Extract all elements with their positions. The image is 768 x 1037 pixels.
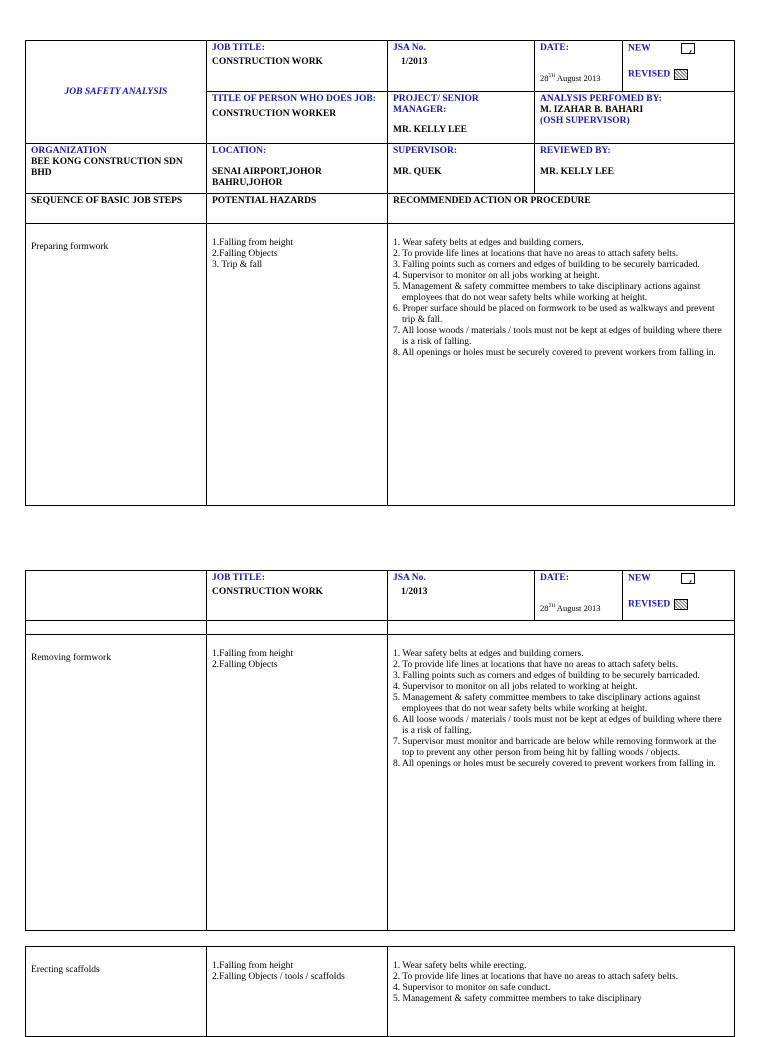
hazards-cell <box>207 947 388 1037</box>
action-item: 1. Wear safety belts at edges and building corners. <box>393 649 584 659</box>
new-option: NEW <box>628 573 729 585</box>
jsa-no-value: 1/2013 <box>401 587 428 597</box>
action-item: 3. Falling points such as corners and edges of building to be securely barricaded. <box>393 671 700 681</box>
step-cell: Erecting scaffolds <box>26 947 207 1037</box>
action-item: 1. Wear safety belts while erecting. <box>393 961 527 971</box>
manager-label: PROJECT/ SENIOR MANAGER: <box>393 94 479 115</box>
supervisor-label: SUPERVISOR: <box>393 146 458 156</box>
revised-checkbox[interactable] <box>674 69 688 80</box>
analysis-value: M. IZAHAR B. BAHARI <box>540 105 644 115</box>
person-title-label: TITLE OF PERSON WHO DOES JOB: <box>212 94 376 104</box>
action-item: 3. Falling points such as corners and edges of building to be securely barricaded. <box>393 260 700 270</box>
spacer-cell <box>388 621 735 635</box>
new-checkbox[interactable] <box>681 573 695 584</box>
action-item: 8. All openings or holes must be securely covered to prevent workers from falling in. <box>393 348 716 358</box>
jsa-table-page2 <box>25 570 735 931</box>
spacer-cell <box>207 621 388 635</box>
jsa-table-page1 <box>25 40 735 506</box>
hazard-item: 2.Falling Objects / tools / scaffolds <box>212 972 345 982</box>
jsa-no-value: 1/2013 <box>401 57 428 67</box>
actions-list <box>393 238 729 359</box>
blank-title-cell <box>26 571 207 621</box>
actions-list <box>393 649 729 770</box>
date-value: 28TH August 2013 <box>540 72 601 83</box>
supervisor-value: MR. QUEK <box>393 167 442 177</box>
date-label: DATE: <box>540 573 569 583</box>
hazards-list <box>212 961 382 983</box>
org-value: BEE KONG CONSTRUCTION SDN BHD <box>31 157 183 178</box>
actions-cell <box>388 635 735 931</box>
analysis-role: (OSH SUPERVISOR) <box>540 116 630 126</box>
job-title-label: JOB TITLE: <box>212 43 265 53</box>
action-item: 5. Management & safety committee members to take disciplinary <box>393 994 642 1004</box>
action-item: 2. To provide life lines at locations that have no areas to attach safety belts. <box>393 972 679 982</box>
col-header-steps: SEQUENCE OF BASIC JOB STEPS <box>26 194 207 224</box>
action-item: 6. All loose woods / materials / tools must not be kept at edges of building where there is a risk of falling. <box>393 715 722 736</box>
revised-checkbox[interactable] <box>674 599 688 610</box>
person-title-value: CONSTRUCTION WORKER <box>212 109 337 119</box>
actions-cell <box>388 224 735 506</box>
new-checkbox[interactable] <box>681 43 695 54</box>
reviewed-value: MR. KELLY LEE <box>540 167 614 177</box>
hazard-item: 2.Falling Objects <box>212 249 278 259</box>
hazards-cell <box>207 224 388 506</box>
revised-option: REVISED <box>628 599 729 611</box>
doc-title: JOB SAFETY ANALYSIS <box>26 41 207 144</box>
hazard-item: 1.Falling from height <box>212 238 294 248</box>
jsa-no-label: JSA No. <box>393 43 426 53</box>
reviewed-label: REVIEWED BY: <box>540 146 611 156</box>
action-item: 2. To provide life lines at locations that have no areas to attach safety belts. <box>393 660 679 670</box>
col-header-actions: RECOMMENDED ACTION OR PROCEDURE <box>388 194 735 224</box>
step-cell: Preparing formwork <box>26 224 207 506</box>
action-item: 1. Wear safety belts at edges and building corners. <box>393 238 584 248</box>
location-label: LOCATION: <box>212 146 267 156</box>
action-item: 4. Supervisor to monitor on safe conduct. <box>393 983 551 993</box>
spacer-cell <box>26 621 207 635</box>
analysis-label: ANALYSIS PERFOMED BY: <box>540 94 662 104</box>
job-title-value: CONSTRUCTION WORK <box>212 57 323 67</box>
action-item: 6. Proper surface should be placed on formwork to be used as walkways and prevent trip & fall. <box>393 304 715 325</box>
hazard-item: 1.Falling from height <box>212 649 294 659</box>
jsa-no-label: JSA No. <box>393 573 426 583</box>
manager-value: MR. KELLY LEE <box>393 125 467 135</box>
actions-list <box>393 961 729 1005</box>
hazards-list <box>212 238 382 271</box>
job-title-value: CONSTRUCTION WORK <box>212 587 323 597</box>
jsa-table-page2-continued <box>25 946 735 1037</box>
org-label: ORGANIZATION <box>31 146 107 156</box>
revised-option: REVISED <box>628 69 729 81</box>
job-title-label: JOB TITLE: <box>212 573 265 583</box>
hazard-item: 3. Trip & fall <box>212 260 263 270</box>
action-item: 5. Management & safety committee members to take disciplinary actions against employees that do not wear safety belts while working at height. <box>393 282 701 303</box>
action-item: 7. Supervisor must monitor and barricade are below while removing formwork at the top to prevent any other person from being hit by falling woods / objects. <box>393 737 717 758</box>
action-item: 2. To provide life lines at locations that have no areas to attach safety belts. <box>393 249 679 259</box>
location-value: SENAI AIRPORT,JOHOR BAHRU,JOHOR <box>212 167 322 188</box>
date-value: 28TH August 2013 <box>540 602 601 613</box>
step-cell: Removing formwork <box>26 635 207 931</box>
action-item: 8. All openings or holes must be securely covered to prevent workers from falling in. <box>393 759 716 769</box>
action-item: 7. All loose woods / materials / tools must not be kept at edges of building where there is a risk of falling. <box>393 326 722 347</box>
hazard-item: 2.Falling Objects <box>212 660 278 670</box>
date-label: DATE: <box>540 43 569 53</box>
col-header-hazards: POTENTIAL HAZARDS <box>207 194 388 224</box>
hazard-item: 1.Falling from height <box>212 961 294 971</box>
actions-cell <box>388 947 735 1037</box>
action-item: 4. Supervisor to monitor on all jobs working at height. <box>393 271 600 281</box>
action-item: 4. Supervisor to monitor on all jobs related to working at height. <box>393 682 638 692</box>
new-option: NEW <box>628 43 729 55</box>
action-item: 5. Management & safety committee members to take disciplinary actions against employees that do not wear safety belts while working at height. <box>393 693 701 714</box>
hazards-list <box>212 649 382 671</box>
hazards-cell <box>207 635 388 931</box>
